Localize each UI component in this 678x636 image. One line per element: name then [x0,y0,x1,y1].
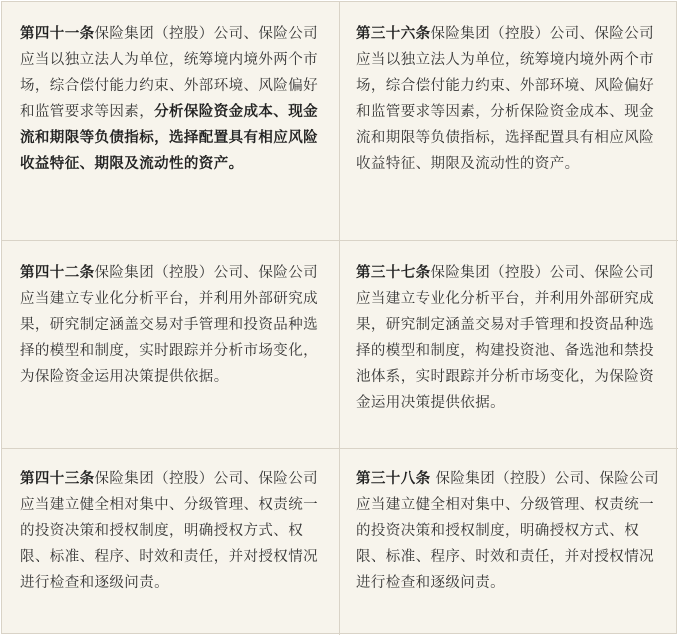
article-text: 保险集团（控股）公司、保险公司应当建立健全相对集中、分级管理、权责统一的投资决策和授权制度，明确授权方式、权限、标准、程序、时效和责任，并对授权情况进行检查和逐级问责。 [356,471,660,591]
table-cell-article-43 [2,449,340,635]
table-cell-article-38 [340,449,678,635]
table-cell-article-41 [2,2,340,241]
article-text: 保险集团（控股）公司、保险公司应当以独立法人为单位，统筹境内境外两个市场，综合偿付能力约束、外部环境、风险偏好和监管要求等因素，分析保险资金成本、现金流和期限等负债指标，选择配置具有相应风险收益特征、期限及流动性的资产。 [356,26,654,172]
article-text: 保险集团（控股）公司、保险公司应当建立健全相对集中、分级管理、权责统一的投资决策和授权制度，明确授权方式、权限、标准、程序、时效和责任，并对授权情况进行检查和逐级问责。 [20,471,318,591]
article-label: 第三十六条 [356,26,431,42]
article-label: 第四十一条 [20,26,95,42]
article-text: 保险集团（控股）公司、保险公司应当以独立法人为单位，统筹境内境外两个市场，综合偿付能力约束、外部环境、风险偏好和监管要求等因素， [20,26,318,120]
table-cell-article-36 [340,2,678,241]
article-text: 保险集团（控股）公司、保险公司应当建立专业化分析平台，并利用外部研究成果，研究制定涵盖交易对手管理和投资品种选择的模型和制度，实时跟踪并分析市场变化，为保险资金运用决策提供依据。 [20,265,318,385]
article-label: 第三十八条 [356,471,431,487]
article-text: 保险集团（控股）公司、保险公司应当建立专业化分析平台，并利用外部研究成果，研究制定涵盖交易对手管理和投资品种选择的模型和制度，构建投资池、备选池和禁投池体系，实时跟踪并分析市场变化，为保险资金运用决策提供依据。 [356,265,654,411]
table-cell-article-42 [2,241,340,449]
article-label: 第四十三条 [20,471,95,487]
article-bold-text: 分析保险资金成本、现金流和期限等负债指标，选择配置具有相应风险收益特征、期限及流动性的资产。 [20,104,319,172]
comparison-table [1,1,677,634]
article-label: 第四十二条 [20,265,95,281]
article-label: 第三十七条 [356,265,431,281]
table-cell-article-37 [340,241,678,449]
